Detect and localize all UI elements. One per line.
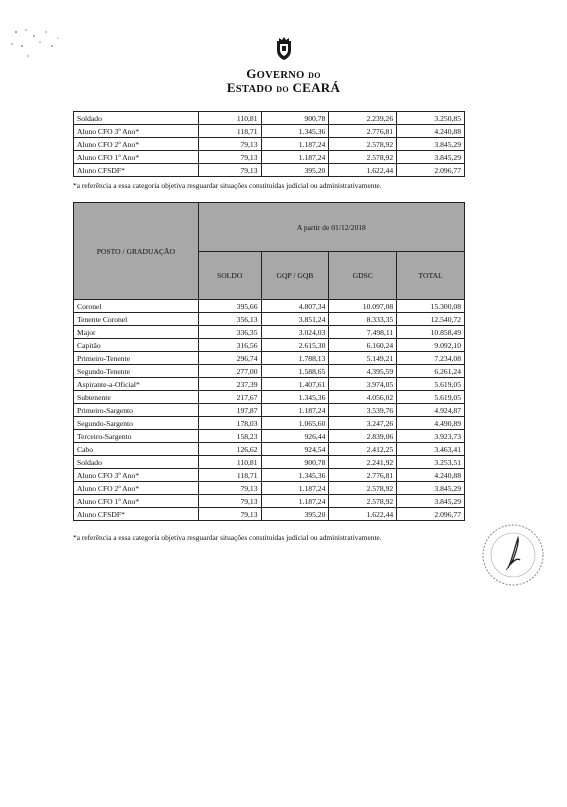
- cell-total: 15.300,08: [397, 300, 465, 313]
- cell-posto: Aluno CFO 3º Ano*: [74, 125, 199, 138]
- cell-soldo: 79,13: [198, 482, 261, 495]
- cell-gdsc: 6.160,24: [329, 339, 397, 352]
- table-row: [74, 365, 465, 378]
- table-row: [74, 339, 465, 352]
- cell-posto: Primeiro-Sargento: [74, 404, 199, 417]
- period-header: A partir de 01/12/2018: [198, 203, 464, 252]
- cell-soldo: 126,62: [198, 443, 261, 456]
- cell-posto: Aluno CFO 2º Ano*: [74, 138, 199, 151]
- cell-total: 4.490,89: [397, 417, 465, 430]
- cell-posto: Terceiro-Sargento: [74, 430, 199, 443]
- cell-soldo: 296,74: [198, 352, 261, 365]
- cell-soldo: 316,56: [198, 339, 261, 352]
- cell-total: 3.463,41: [397, 443, 465, 456]
- cell-gqp: 900,78: [261, 112, 329, 125]
- cell-total: 12.540,72: [397, 313, 465, 326]
- cell-posto: Major: [74, 326, 199, 339]
- cell-gdsc: 3.539,76: [329, 404, 397, 417]
- cell-soldo: 118,71: [198, 125, 261, 138]
- header-estado: ESTADO DO CEARÁ: [226, 80, 341, 95]
- cell-total: 3.845,29: [397, 151, 465, 164]
- cell-gdsc: 5.149,21: [329, 352, 397, 365]
- cell-posto: Aluno CFO 3º Ano*: [74, 469, 199, 482]
- cell-gdsc: 2.578,92: [329, 495, 397, 508]
- official-stamp-signature: [478, 520, 548, 590]
- cell-total: 5.619,05: [397, 378, 465, 391]
- table-row: [74, 378, 465, 391]
- cell-total: 9.092,10: [397, 339, 465, 352]
- table-row: [74, 469, 465, 482]
- cell-gdsc: 7.498,11: [329, 326, 397, 339]
- cell-total: 4.240,88: [397, 469, 465, 482]
- column-header-posto: POSTO / GRADUAÇÃO: [74, 203, 199, 300]
- cell-posto: Subtenente: [74, 391, 199, 404]
- cell-gqp: 1.588,65: [261, 365, 329, 378]
- cell-gqp: 395,20: [261, 508, 329, 521]
- cell-gdsc: 2.578,92: [329, 151, 397, 164]
- column-header-gqp: GQP / GQB: [261, 252, 329, 300]
- table-row: [74, 300, 465, 313]
- cell-gqp: 1.187,24: [261, 495, 329, 508]
- cell-gdsc: 2.578,92: [329, 138, 397, 151]
- cell-posto: Capitão: [74, 339, 199, 352]
- cell-total: 7.234,08: [397, 352, 465, 365]
- table-row: [74, 125, 465, 138]
- table-row: [74, 495, 465, 508]
- cell-gqp: 1.187,24: [261, 482, 329, 495]
- cell-gqp: 2.615,30: [261, 339, 329, 352]
- cell-soldo: 110,81: [198, 456, 261, 469]
- cell-total: 4.240,88: [397, 125, 465, 138]
- cell-gqp: 926,44: [261, 430, 329, 443]
- cell-gqp: 3.851,24: [261, 313, 329, 326]
- cell-total: 3.250,85: [397, 112, 465, 125]
- cell-gqp: 1.788,13: [261, 352, 329, 365]
- cell-posto: Tenente Coronel: [74, 313, 199, 326]
- cell-soldo: 395,66: [198, 300, 261, 313]
- cell-soldo: 79,13: [198, 138, 261, 151]
- cell-soldo: 79,13: [198, 164, 261, 177]
- cell-gdsc: 4.056,02: [329, 391, 397, 404]
- table-row: [74, 391, 465, 404]
- cell-gdsc: 2.578,92: [329, 482, 397, 495]
- cell-gqp: 1.187,24: [261, 151, 329, 164]
- cell-posto: Coronel: [74, 300, 199, 313]
- cell-total: 2.096,77: [397, 508, 465, 521]
- header-governo: GOVERNO DO: [246, 66, 321, 81]
- cell-posto: Segundo-Tenente: [74, 365, 199, 378]
- cell-soldo: 79,13: [198, 508, 261, 521]
- cell-posto: Soldado: [74, 456, 199, 469]
- cell-total: 6.261,24: [397, 365, 465, 378]
- cell-gdsc: 8.333,35: [329, 313, 397, 326]
- cell-gdsc: 2.776,81: [329, 125, 397, 138]
- table-row: [74, 404, 465, 417]
- cell-gdsc: 3.247,26: [329, 417, 397, 430]
- salary-table-continued: [73, 111, 465, 177]
- table-row: [74, 430, 465, 443]
- cell-gqp: 1.407,61: [261, 378, 329, 391]
- cell-gdsc: 2.839,06: [329, 430, 397, 443]
- cell-soldo: 79,13: [198, 151, 261, 164]
- cell-soldo: 79,13: [198, 495, 261, 508]
- scan-noise-marks: [6, 20, 76, 70]
- table-row: [74, 482, 465, 495]
- cell-posto: Aluno CFSDF*: [74, 508, 199, 521]
- table-row: [74, 326, 465, 339]
- table-row: [74, 164, 465, 177]
- cell-total: 2.096,77: [397, 164, 465, 177]
- cell-gdsc: 2.239,26: [329, 112, 397, 125]
- cell-total: 3.253,51: [397, 456, 465, 469]
- cell-posto: Aluno CFO 2º Ano*: [74, 482, 199, 495]
- column-header-gdsc: GDSC: [329, 252, 397, 300]
- cell-soldo: 197,87: [198, 404, 261, 417]
- cell-soldo: 336,35: [198, 326, 261, 339]
- cell-gqp: 1.345,36: [261, 469, 329, 482]
- cell-soldo: 277,00: [198, 365, 261, 378]
- cell-posto: Soldado: [74, 112, 199, 125]
- cell-posto: Cabo: [74, 443, 199, 456]
- cell-posto: Aluno CFSDF*: [74, 164, 199, 177]
- table-row: [74, 313, 465, 326]
- cell-soldo: 178,03: [198, 417, 261, 430]
- cell-soldo: 356,13: [198, 313, 261, 326]
- column-header-total: TOTAL: [397, 252, 465, 300]
- table-row: [74, 151, 465, 164]
- cell-gdsc: 1.622,44: [329, 508, 397, 521]
- table-row: [74, 456, 465, 469]
- cell-gqp: 1.345,36: [261, 125, 329, 138]
- cell-gqp: 395,20: [261, 164, 329, 177]
- cell-total: 3.845,29: [397, 138, 465, 151]
- table-row: [74, 417, 465, 430]
- cell-gdsc: 2.241,92: [329, 456, 397, 469]
- cell-total: 3.845,29: [397, 482, 465, 495]
- state-crest-icon: [274, 35, 294, 61]
- cell-gdsc: 2.412,25: [329, 443, 397, 456]
- cell-gqp: 1.187,24: [261, 138, 329, 151]
- cell-posto: Segundo-Sargento: [74, 417, 199, 430]
- cell-gdsc: 4.395,59: [329, 365, 397, 378]
- cell-gdsc: 3.974,05: [329, 378, 397, 391]
- column-header-soldo: SOLDO: [198, 252, 261, 300]
- cell-total: 3.923,73: [397, 430, 465, 443]
- table-row: [74, 352, 465, 365]
- table-footnote: *a referência a essa categoria objetiva resguardar situações constituídas judicial ou administrativamente.: [73, 533, 382, 542]
- table-row: [74, 138, 465, 151]
- cell-soldo: 158,23: [198, 430, 261, 443]
- cell-total: 3.845,29: [397, 495, 465, 508]
- cell-gqp: 1.065,60: [261, 417, 329, 430]
- cell-gqp: 1.345,36: [261, 391, 329, 404]
- table-row: [74, 443, 465, 456]
- cell-soldo: 118,71: [198, 469, 261, 482]
- cell-gqp: 924,54: [261, 443, 329, 456]
- cell-total: 4.924,87: [397, 404, 465, 417]
- cell-gqp: 1.187,24: [261, 404, 329, 417]
- table-footnote: *a referência a essa categoria objetiva resguardar situações constituídas judicial ou administrativamente.: [73, 181, 382, 190]
- cell-total: 5.619,05: [397, 391, 465, 404]
- cell-gdsc: 2.776,81: [329, 469, 397, 482]
- cell-posto: Aspirante-a-Oficial*: [74, 378, 199, 391]
- cell-posto: Primeiro-Tenente: [74, 352, 199, 365]
- cell-soldo: 110,81: [198, 112, 261, 125]
- table-row: [74, 508, 465, 521]
- cell-posto: Aluno CFO 1º Ano*: [74, 151, 199, 164]
- cell-gqp: 900,78: [261, 456, 329, 469]
- cell-gdsc: 1.622,44: [329, 164, 397, 177]
- cell-gqp: 4.807,34: [261, 300, 329, 313]
- table-row: [74, 112, 465, 125]
- cell-posto: Aluno CFO 1º Ano*: [74, 495, 199, 508]
- cell-gdsc: 10.097,08: [329, 300, 397, 313]
- cell-soldo: 237,39: [198, 378, 261, 391]
- cell-soldo: 217,67: [198, 391, 261, 404]
- salary-table-2018: [73, 202, 465, 521]
- cell-gqp: 3.024,03: [261, 326, 329, 339]
- cell-total: 10.858,49: [397, 326, 465, 339]
